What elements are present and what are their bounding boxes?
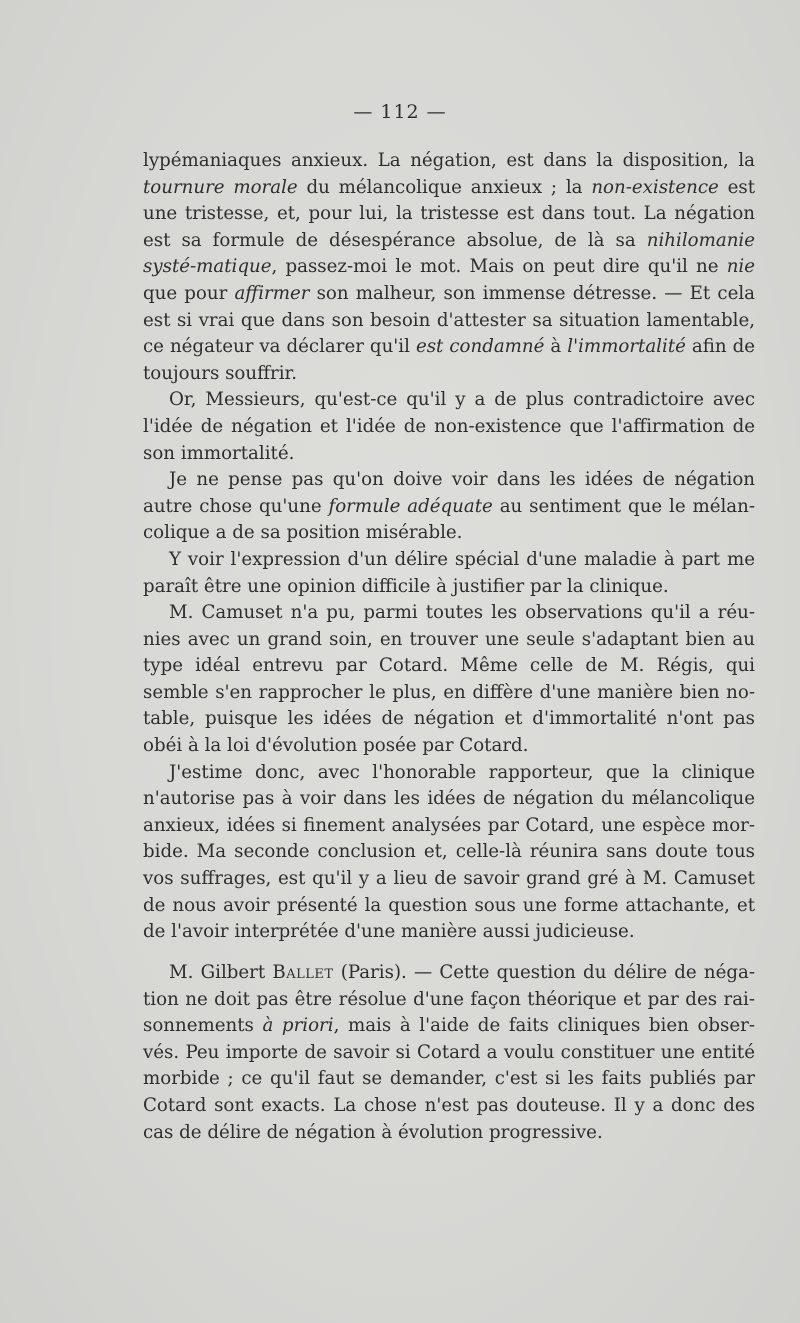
paragraph-7 [143, 960, 755, 1146]
paragraph-2: Or, Messieurs, qu'est-ce qu'il y a de plus contradictoire avec l'idée de négation et l'idée de non-existence que l'affirmation de son immortalité. [143, 389, 755, 464]
p3-italic-1: formule adéquate [328, 495, 493, 517]
discussion-text [143, 960, 755, 1146]
p1-text-3: est une tristesse, et, pour lui, la tristesse est dans tout. La négation est sa formule de désespérance absolue, de là sa [143, 176, 755, 251]
p1-text-5: que pour [143, 282, 235, 304]
paragraph-6: J'estime donc, avec l'honorable rapporteur, que la clinique n'autorise pas à voir dans les idées de négation du mélancolique anxieux, idées si finement analysées par Cotard, une espèce mor-bide. Ma seconde conclusion et, celle-là réunira sans doute tous vos suffrages, est qu'il y a lieu de savoir grand gré à M. Camuset de nous avoir présenté la question sous une forme attachante, et de l'avoir interprétée d'une manière aussi judicieuse. [143, 761, 755, 943]
p1-italic-1: tournure morale [143, 176, 298, 198]
paragraph-5: M. Camuset n'a pu, parmi toutes les observations qu'il a réu-nies avec un grand soin, en trouver une seule s'adaptant bien au type idéal entrevu par Cotard. Même celle de M. Régis, qui semble s'en rapprocher le plus, en diffère d'une manière bien no-table, puisque les idées de négation et d'immortalité n'ont pas obéi à la loi d'évolution posée par Cotard. [143, 602, 755, 757]
p1-text-6: son malheur, son immense détresse. — Et cela est si vrai que dans son besoin d'attester sa situation lamentable, ce négateur va déclarer qu'il [143, 282, 755, 358]
p1-text-8: afin de toujours souffrir. [143, 336, 756, 384]
p1-italic-2: non-existence [591, 176, 719, 198]
p7-text-3: , mais à l'aide de faits cliniques bien obser-vés. Peu importe de savoir si Cotard a voulu constituer une entité morbide ; ce qu'il faut se demander, c'est si les faits publiés par Cotard sont exacts. La chose n'est pas douteuse. Il y a donc des cas de délire de négation à évolution progressive. [143, 1015, 755, 1143]
p7-italic-1: à priori [262, 1015, 334, 1037]
p1-text-2: du mélancolique anxieux ; la [297, 176, 592, 198]
p1-italic-7: l'immortalité [567, 336, 686, 358]
p1-italic-5: affirmer [234, 282, 310, 304]
page-number: — 112 — [353, 101, 447, 123]
paragraph-4: Y voir l'expression d'un délire spécial d'une maladie à part me paraît être une opinion difficile à justifier par la clinique. [143, 548, 755, 597]
p1-text-1: lypémaniaques anxieux. La négation, est dans la disposition, la [143, 150, 755, 171]
p1-text-7: à [544, 336, 568, 358]
p3-text-1: Je ne pense pas qu'on doive voir dans les idées de négation autre chose qu'une [143, 469, 755, 517]
p7-text-2: (Paris). — Cette question du délire de néga-tion ne doit pas être résolue d'une façon théorique et par des rai-sonnements [143, 962, 755, 1037]
p7-text-1: M. Gilbert [169, 962, 273, 983]
p1-italic-3: nihilomanie systé-matique [143, 229, 755, 278]
speaker-name: Ballet [272, 962, 334, 983]
main-text [143, 148, 755, 946]
p1-italic-6: est condamné [415, 336, 545, 358]
paragraph-3 [143, 467, 755, 547]
paragraph-1 [143, 148, 755, 387]
p1-italic-4: nie [726, 256, 755, 278]
p1-text-4: , passez-moi le mot. Mais on peut dire qu'il ne [271, 256, 727, 278]
p3-text-2: au sentiment que le mélan-colique a de sa position misérable. [143, 495, 755, 544]
